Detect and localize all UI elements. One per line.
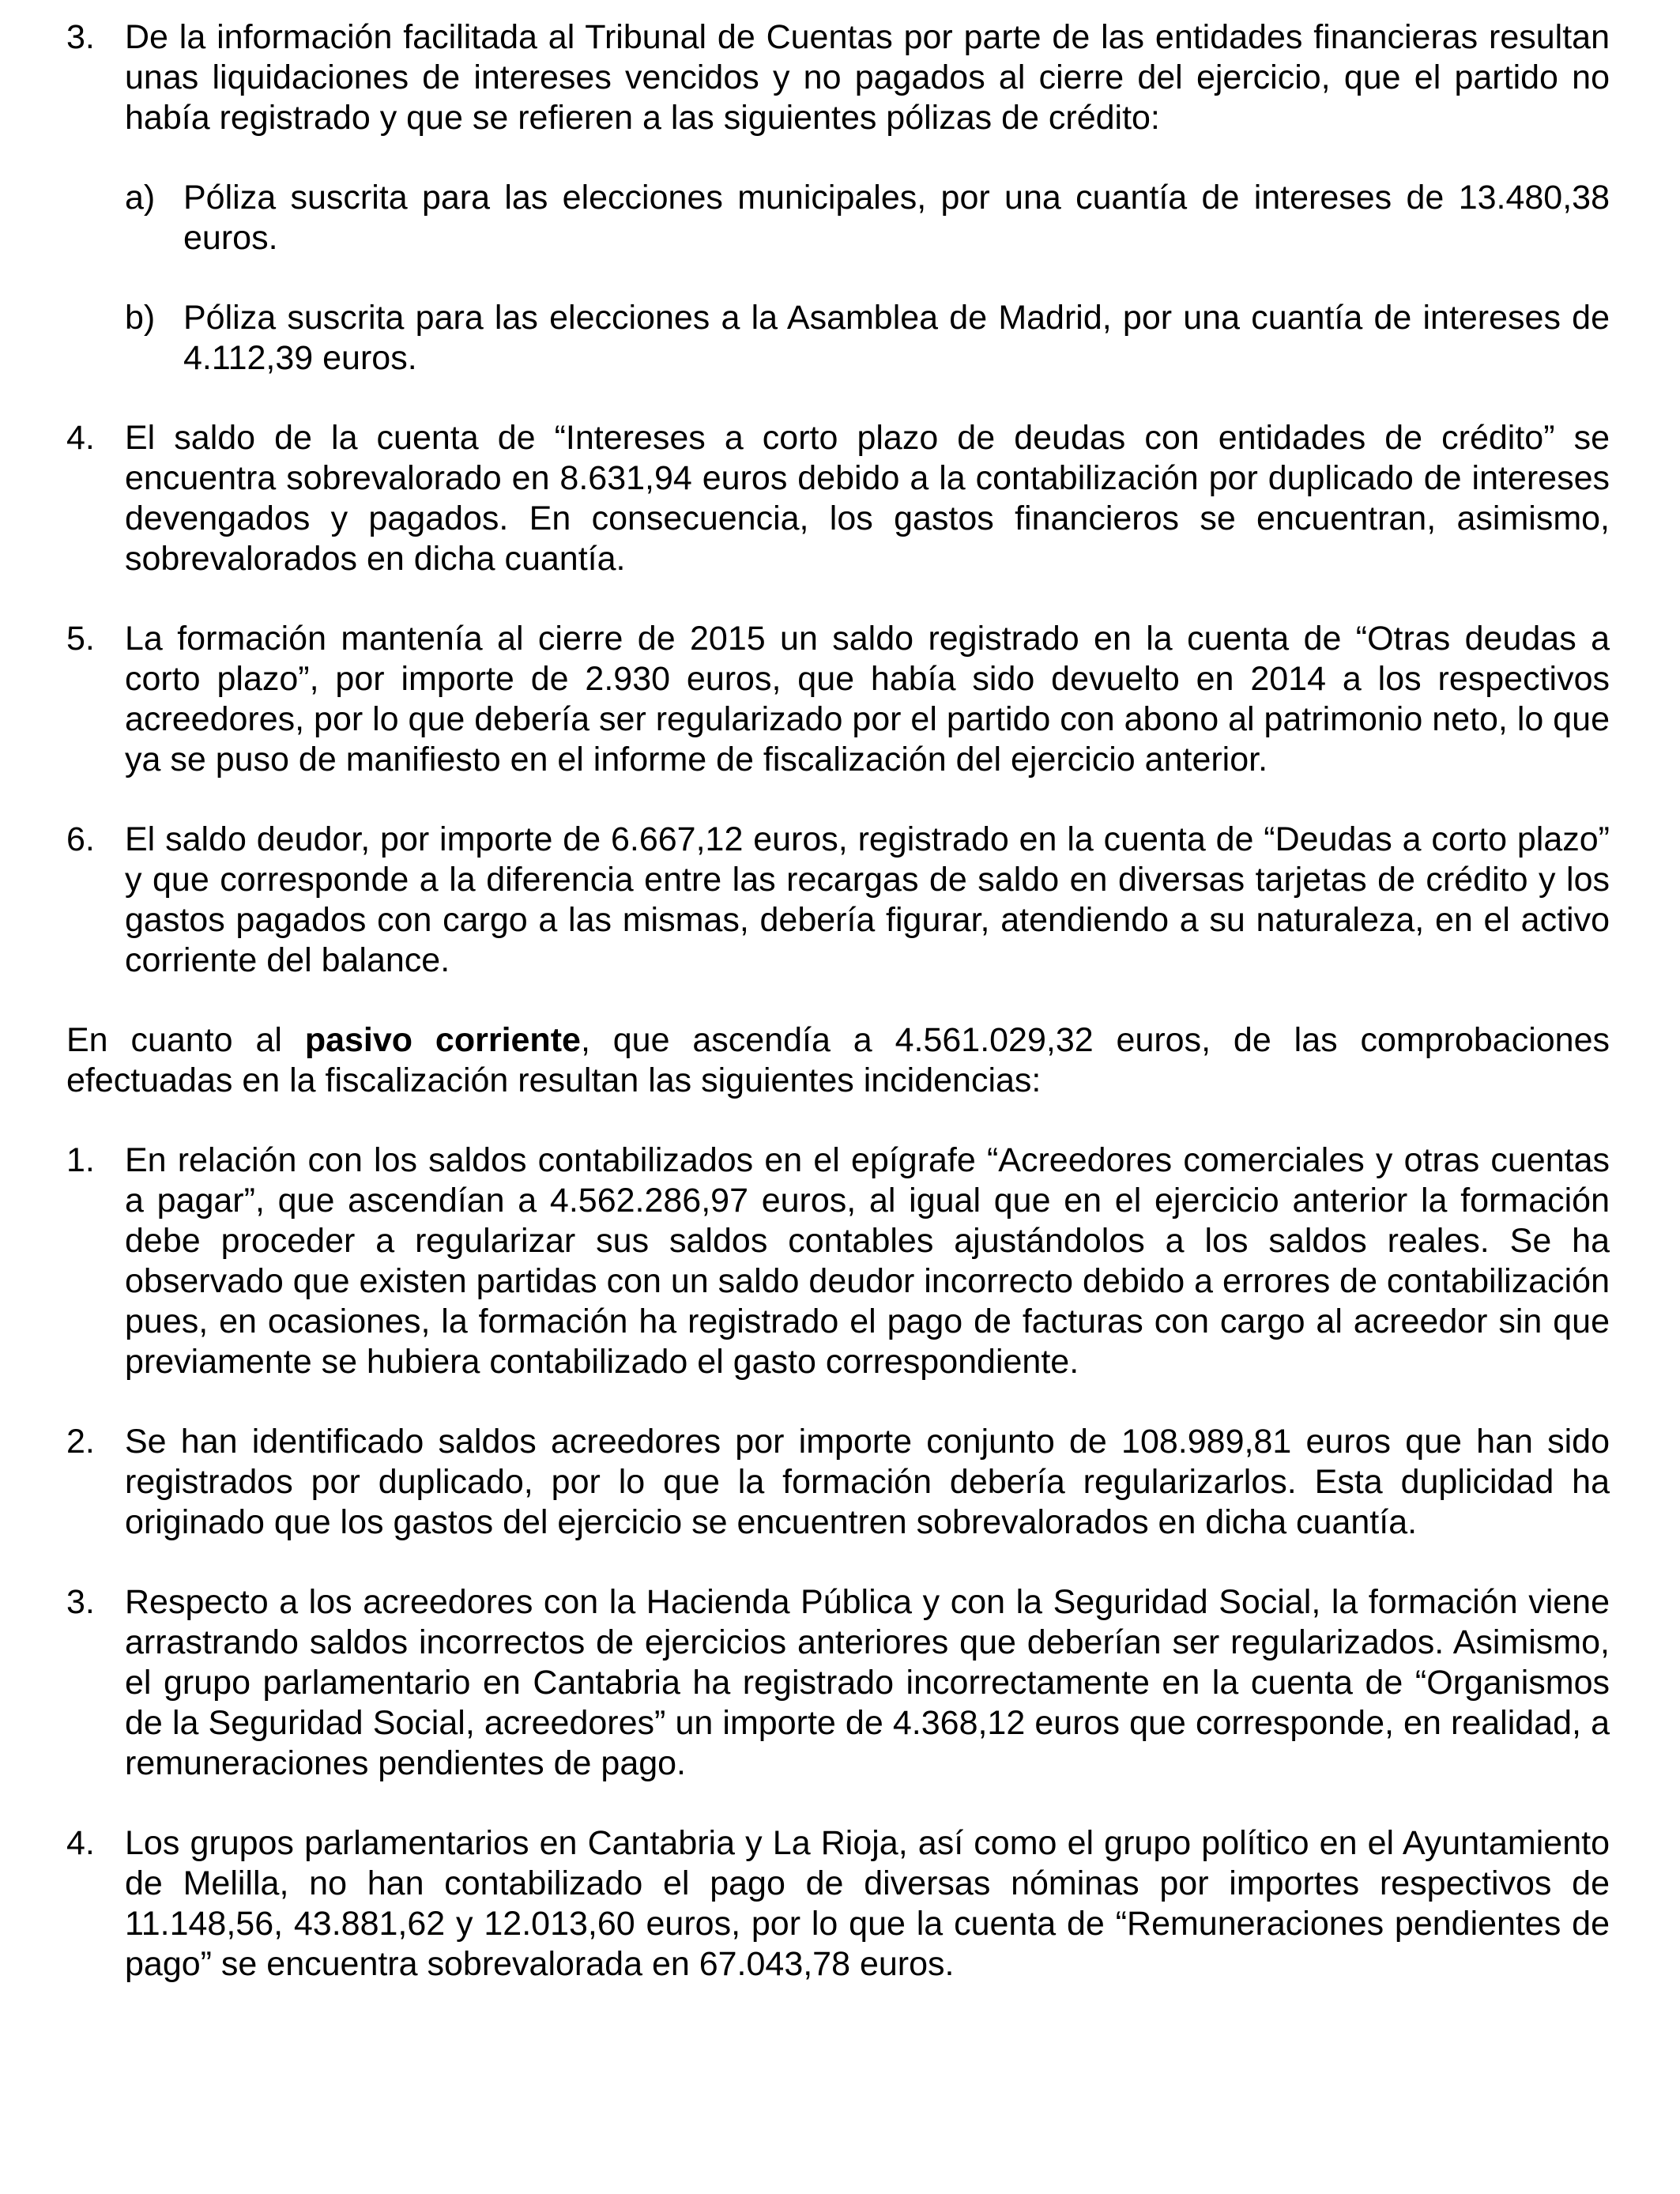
- item-number: 4.: [66, 1824, 95, 1862]
- sub-item-label: b): [125, 299, 156, 337]
- list-item: [66, 619, 1610, 780]
- list-item: [66, 820, 1610, 981]
- document-page: [66, 17, 1610, 1985]
- intro-text-end: , que ascendía a 4.561.029,32 euros, de las comprobaciones efectuadas en la fiscalización resultan las siguientes incidencias:: [66, 1021, 1610, 1099]
- item-text: Se han identificado saldos acreedores por importe conjunto de 108.989,81 euros que han sido registrados por duplicado, por lo que la formación debería regularizarlos. Esta duplicidad ha originado que los gastos del ejercicio se encuentren sobrevalorados en dicha cuantía.: [125, 1423, 1610, 1541]
- list-item: [66, 1582, 1610, 1784]
- list-item: [66, 1140, 1610, 1382]
- item-number: 6.: [66, 820, 95, 858]
- intro-text-start: En cuanto al: [66, 1021, 305, 1059]
- intro-bold-term: pasivo corriente: [304, 1021, 581, 1059]
- item-text: De la información facilitada al Tribunal de Cuentas por parte de las entidades financieras resultan unas liquidaciones de intereses vencidos y no pagados al cierre del ejercicio, que el partido no había registrado y que se refieren a las siguientes pólizas de crédito:: [125, 18, 1610, 137]
- list-item: [66, 418, 1610, 579]
- item-text: El saldo deudor, por importe de 6.667,12 euros, registrado en la cuenta de “Deudas a corto plazo” y que corresponde a la diferencia entre las recargas de saldo en diversas tarjetas de crédito y los gastos pagados con cargo a las mismas, debería figurar, atendiendo a su naturaleza, en el activo corriente del balance.: [125, 820, 1610, 979]
- item-text: El saldo de la cuenta de “Intereses a corto plazo de deudas con entidades de crédito” se encuentra sobrevalorado en 8.631,94 euros debido a la contabilización por duplicado de intereses devengados y pagados. En consecuencia, los gastos financieros se encuentran, asimismo, sobrevalorados en dicha cuantía.: [125, 419, 1610, 578]
- item-text: En relación con los saldos contabilizados en el epígrafe “Acreedores comerciales y otras cuentas a pagar”, que ascendían a 4.562.286,97 euros, al igual que en el ejercicio anterior la formación debe proceder a regularizar sus saldos contables ajustándolos a los saldos reales. Se ha observado que existen partidas con un saldo deudor incorrecto debido a errores de contabilización pues, en ocasiones, la formación ha registrado el pago de facturas con cargo al acreedor sin que previamente se hubiera contabilizado el gasto correspondiente.: [125, 1141, 1610, 1381]
- sub-list-item: [125, 298, 1610, 379]
- sub-item-text: Póliza suscrita para las elecciones a la Asamblea de Madrid, por una cuantía de intereses de 4.112,39 euros.: [183, 299, 1610, 377]
- item-number: 2.: [66, 1423, 95, 1461]
- list-item: [66, 17, 1610, 138]
- item-number: 1.: [66, 1141, 95, 1179]
- item-number: 3.: [66, 18, 95, 56]
- sub-item-text: Póliza suscrita para las elecciones municipales, por una cuantía de intereses de 13.480,38 euros.: [183, 179, 1610, 257]
- item-text: Los grupos parlamentarios en Cantabria y La Rioja, así como el grupo político en el Ayuntamiento de Melilla, no han contabilizado el pago de diversas nóminas por importes respectivos de 11.148,56, 43.881,62 y 12.013,60 euros, por lo que la cuenta de “Remuneraciones pendientes de pago” se encuentra sobrevalorada en 67.043,78 euros.: [125, 1824, 1610, 1983]
- list-item: [66, 1823, 1610, 1985]
- item-text: La formación mantenía al cierre de 2015 un saldo registrado en la cuenta de “Otras deudas a corto plazo”, por importe de 2.930 euros, que había sido devuelto en 2014 a los respectivos acreedores, por lo que debería ser regularizado por el partido con abono al patrimonio neto, lo que ya se puso de manifiesto en el informe de fiscalización del ejercicio anterior.: [125, 620, 1610, 778]
- item-number: 5.: [66, 620, 95, 658]
- list-item: [66, 1422, 1610, 1543]
- intro-paragraph: [66, 1020, 1610, 1101]
- item-number: 3.: [66, 1583, 95, 1621]
- item-number: 4.: [66, 419, 95, 457]
- item-text: Respecto a los acreedores con la Hacienda Pública y con la Seguridad Social, la formación viene arrastrando saldos incorrectos de ejercicios anteriores que deberían ser regularizados. Asimismo, el grupo parlamentario en Cantabria ha registrado incorrectamente en la cuenta de “Organismos de la Seguridad Social, acreedores” un importe de 4.368,12 euros que corresponde, en realidad, a remuneraciones pendientes de pago.: [125, 1583, 1610, 1782]
- sub-item-label: a): [125, 179, 156, 217]
- sub-list-item: [125, 178, 1610, 258]
